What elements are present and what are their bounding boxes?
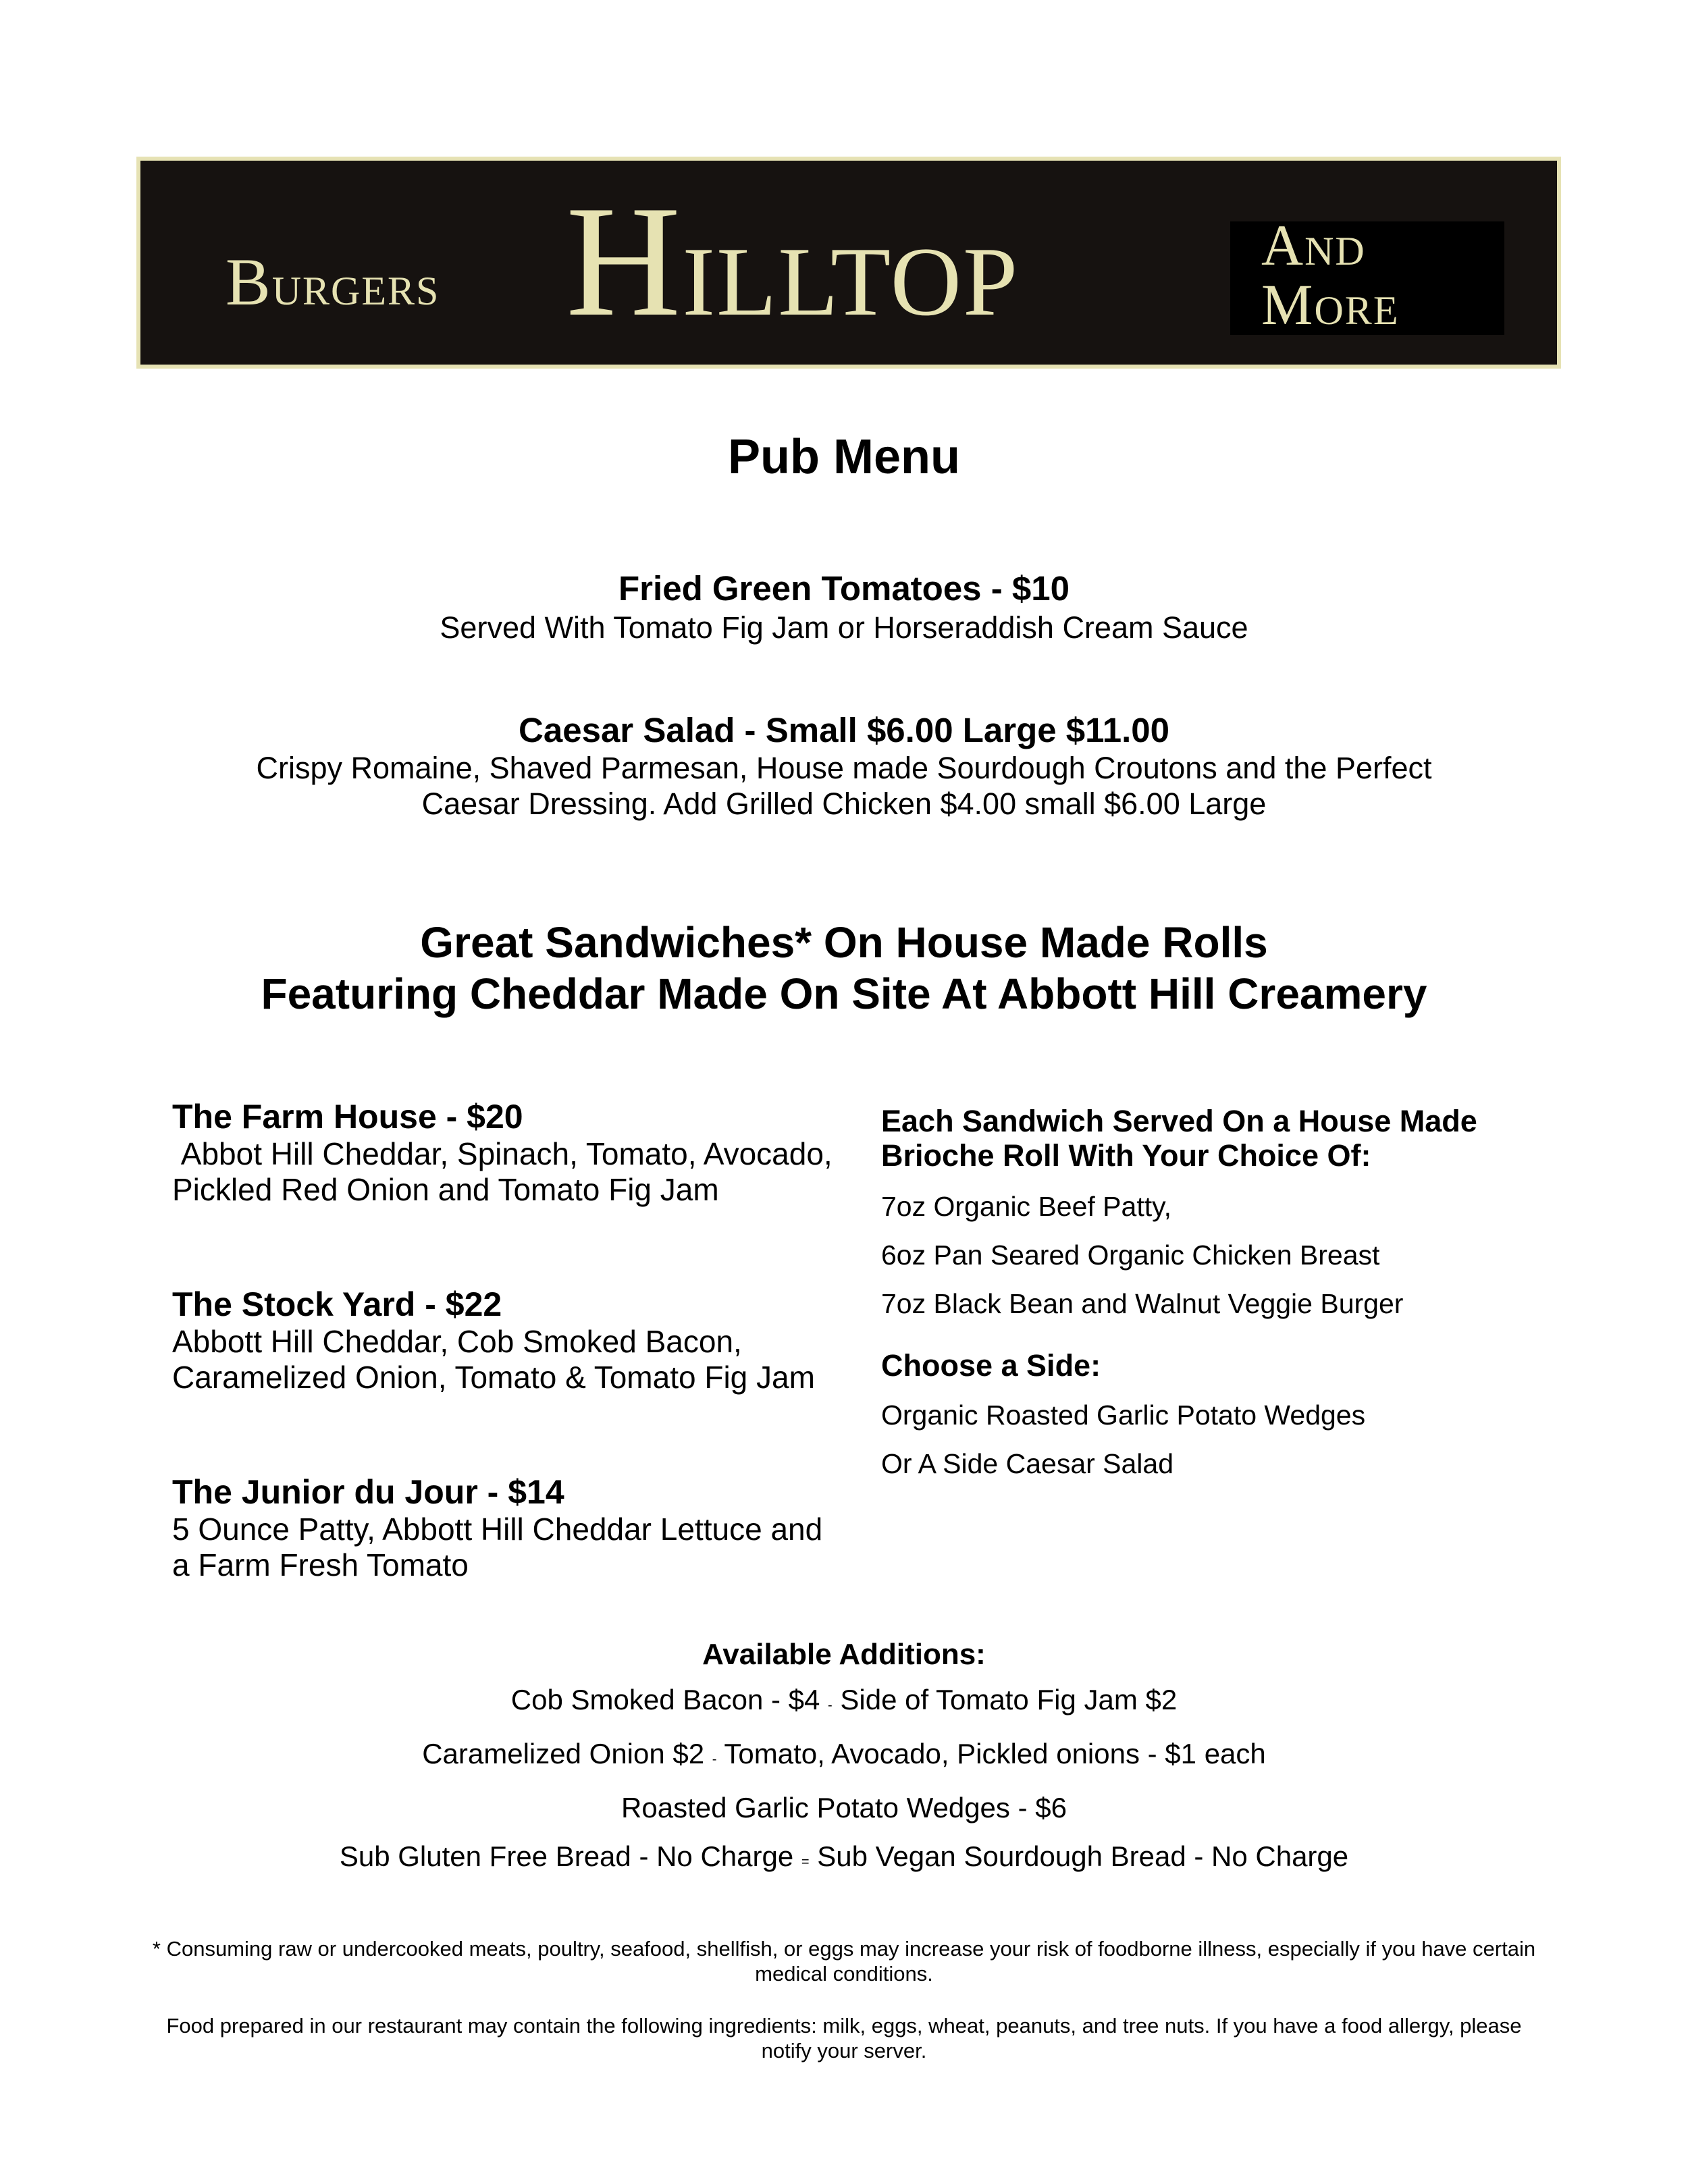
logo-more-text: More	[1261, 272, 1400, 337]
addition-item: Caramelized Onion $2	[422, 1738, 705, 1769]
logo-burgers-text: Burgers	[226, 244, 440, 319]
side-item: Organic Roasted Garlic Potato Wedges	[881, 1400, 1366, 1431]
logo-hilltop-text: Hilltop	[566, 174, 1020, 350]
menu-item-caesar-salad	[223, 710, 1465, 822]
sandwich-description: 5 Ounce Patty, Abbott Hill Cheddar Lettuce and a Farm Fresh Tomato	[172, 1512, 823, 1582]
header-banner	[136, 157, 1561, 369]
raw-food-warning	[0, 1936, 1688, 1986]
sandwich-intro: Each Sandwich Served On a House Made Brioche Roll With Your Choice Of:	[881, 1104, 1477, 1173]
sandwich-description: Abbott Hill Cheddar, Cob Smoked Bacon, Caramelized Onion, Tomato & Tomato Fig Jam	[172, 1324, 815, 1395]
available-additions	[0, 1634, 1688, 1886]
allergy-notice	[0, 2013, 1688, 2063]
sandwich-title: The Junior du Jour - $14	[172, 1473, 564, 1511]
sandwich-info	[881, 1104, 1556, 1480]
sandwich-description: Abbot Hill Cheddar, Spinach, Tomato, Avocado, Pickled Red Onion and Tomato Fig Jam	[172, 1136, 841, 1207]
addition-line	[0, 1832, 1688, 1886]
addition-line	[0, 1676, 1688, 1730]
addition-item: Cob Smoked Bacon - $4	[510, 1684, 820, 1715]
addition-item: Sub Vegan Sourdough Bread - No Charge	[817, 1840, 1349, 1872]
item-title: Fried Green Tomatoes - $10	[618, 569, 1070, 608]
menu-item-fried-green-tomatoes	[0, 568, 1688, 645]
sandwich-title: The Stock Yard - $22	[172, 1285, 502, 1323]
page-title: Pub Menu	[728, 430, 960, 484]
sandwich-stock-yard	[172, 1285, 847, 1395]
logo-and-text: And	[1261, 213, 1366, 277]
separator: -	[712, 1752, 717, 1767]
item-description: Served With Tomato Fig Jam or Horseraddish Cream Sauce	[440, 610, 1248, 645]
section-heading-line2: Featuring Cheddar Made On Site At Abbott Hill Creamery	[261, 969, 1427, 1018]
additions-title: Available Additions:	[702, 1638, 986, 1671]
side-heading: Choose a Side:	[881, 1348, 1101, 1383]
banner-background	[140, 161, 1557, 365]
separator: =	[801, 1855, 810, 1869]
item-description: Crispy Romaine, Shaved Parmesan, House made Sourdough Croutons and the Perfect Caesar Dressing. Add Grilled Chicken $4.00 small $6.00 Large	[256, 751, 1432, 821]
addition-item: Tomato, Avocado, Pickled onions - $1 each	[724, 1738, 1266, 1769]
sandwich-junior-du-jour	[172, 1472, 847, 1583]
choice-item: 7oz Organic Beef Patty,	[881, 1191, 1171, 1222]
sandwich-farm-house	[172, 1097, 847, 1208]
addition-line: Roasted Garlic Potato Wedges - $6	[621, 1792, 1067, 1823]
allergy-notice-text: Food prepared in our restaurant may contain the following ingredients: milk, eggs, wheat, peanuts, and tree nuts. If you have a food allergy, please notify your server.	[166, 2014, 1522, 2062]
raw-food-warning-text: * Consuming raw or undercooked meats, poultry, seafood, shellfish, or eggs may increase your risk of foodborne illness, especially if you have certain medical conditions.	[152, 1937, 1536, 1986]
side-item: Or A Side Caesar Salad	[881, 1448, 1174, 1479]
choice-item: 7oz Black Bean and Walnut Veggie Burger	[881, 1288, 1404, 1319]
addition-item: Side of Tomato Fig Jam $2	[840, 1684, 1178, 1715]
item-title: Caesar Salad - Small $6.00 Large $11.00	[519, 711, 1169, 749]
sandwich-title: The Farm House - $20	[172, 1098, 523, 1136]
sandwiches-section-heading	[0, 917, 1688, 1019]
separator: -	[828, 1698, 833, 1713]
addition-item: Sub Gluten Free Bread - No Charge	[339, 1840, 794, 1872]
section-heading-line1: Great Sandwiches* On House Made Rolls	[420, 918, 1268, 967]
addition-line	[0, 1730, 1688, 1784]
choice-item: 6oz Pan Seared Organic Chicken Breast	[881, 1240, 1380, 1271]
